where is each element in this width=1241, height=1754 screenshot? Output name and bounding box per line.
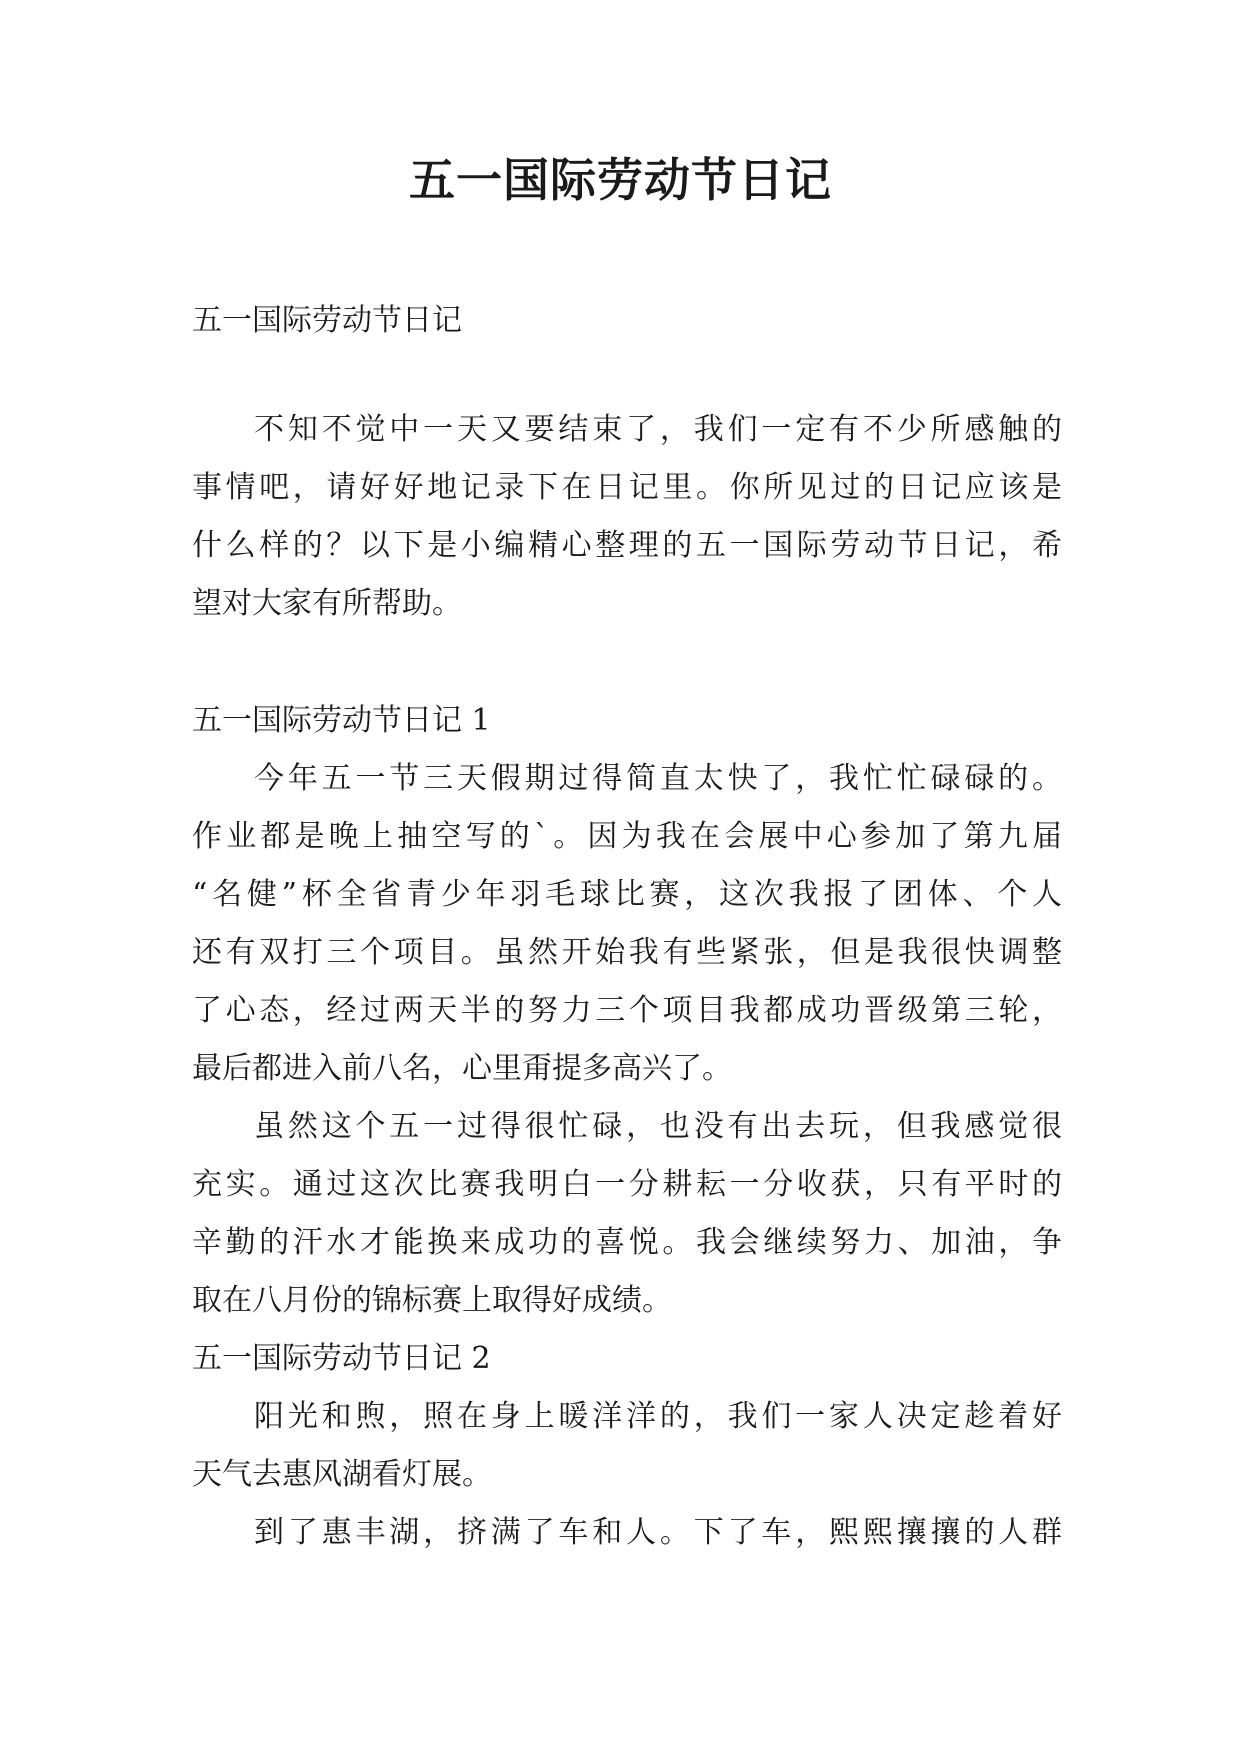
subtitle-line: 五一国际劳动节日记 — [192, 303, 462, 338]
intro-paragraph — [192, 401, 1062, 633]
paragraph-line: 充实。通过这次比赛我明白一分耕耘一分收获，只有平时的 — [192, 1167, 1062, 1202]
intro-line: 事情吧，请好好地记录下在日记里。你所见过的日记应该是 — [192, 470, 1062, 505]
intro-line: 望对大家有所帮助。 — [192, 586, 462, 621]
paragraph-line: 还有双打三个项目。虽然开始我有些紧张，但是我很快调整 — [192, 935, 1062, 970]
document-title: 五一国际劳动节日记 — [409, 153, 832, 207]
intro-line: 什么样的？以下是小编精心整理的五一国际劳动节日记，希 — [192, 528, 1062, 563]
paragraph-line: 阳光和煦，照在身上暖洋洋的，我们一家人决定趁着好 — [254, 1399, 1062, 1434]
paragraph-line: 到了惠丰湖，挤满了车和人。下了车，熙熙攘攘的人群 — [254, 1515, 1062, 1550]
paragraph-line: 作业都是晚上抽空写的`。因为我在会展中心参加了第九届 — [192, 819, 1062, 854]
paragraph-line: 辛勤的汗水才能换来成功的喜悦。我会继续努力、加油，争 — [192, 1225, 1062, 1260]
section-2 — [192, 1330, 1062, 1562]
paragraph-line: 天气去惠风湖看灯展。 — [192, 1457, 492, 1492]
paragraph-line: 了心态，经过两天半的努力三个项目我都成功晋级第三轮， — [192, 993, 1062, 1028]
paragraph-line: 取在八月份的锦标赛上取得好成绩。 — [192, 1283, 672, 1318]
paragraph-line: 今年五一节三天假期过得简直太快了，我忙忙碌碌的。 — [254, 761, 1062, 796]
section-heading: 五一国际劳动节日记 1 — [192, 703, 491, 738]
section-heading: 五一国际劳动节日记 2 — [192, 1341, 491, 1376]
paragraph-line: “名健”杯全省青少年羽毛球比赛，这次我报了团体、个人 — [192, 877, 1062, 912]
paragraph-line: 虽然这个五一过得很忙碌，也没有出去玩，但我感觉很 — [254, 1109, 1062, 1144]
paragraph-line: 最后都进入前八名，心里甭提多高兴了。 — [192, 1051, 732, 1086]
intro-line: 不知不觉中一天又要结束了，我们一定有不少所感触的 — [254, 412, 1062, 447]
section-1 — [192, 692, 1062, 1330]
document-subtitle — [192, 292, 1062, 350]
